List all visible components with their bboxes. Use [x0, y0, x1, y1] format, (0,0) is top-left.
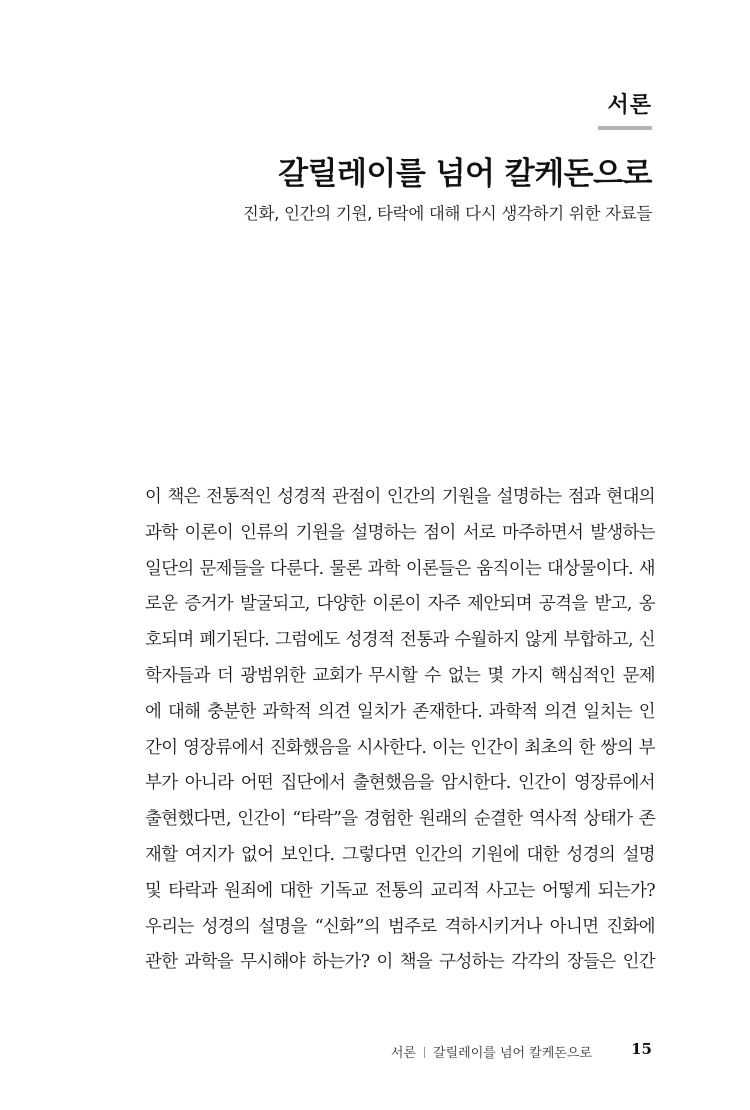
body-line: 부가 아니라 어떤 집단에서 출현했음을 암시한다. 인간이 영장류에서 [145, 773, 655, 794]
body-line: 에 대해 충분한 과학적 의견 일치가 존재한다. 과학적 의견 일치는 인 [145, 701, 655, 722]
page-number: 15 [631, 1040, 652, 1058]
footer-section: 서론 [390, 1046, 417, 1061]
page-footer [0, 1040, 750, 1064]
running-footer [391, 1042, 592, 1061]
footer-title: 갈릴레이를 넘어 칼케돈으로 [433, 1046, 592, 1061]
body-line: 이 책은 전통적인 성경적 관점이 인간의 기원을 설명하는 점과 현대의 [145, 487, 655, 507]
body-line: 학자들과 더 광범위한 교회가 무시할 수 없는 몇 가지 핵심적인 문제 [145, 665, 655, 686]
body-line: 출현했다면, 인간이 “타락”을 경험한 원래의 순결한 역사적 상태가 존 [145, 809, 655, 830]
body-line: 간이 영장류에서 진화했음을 시사한다. 이는 인간이 최초의 한 쌍의 부 [145, 737, 655, 758]
body-line: 로운 증거가 발굴되고, 다양한 이론이 자주 제안되며 공격을 받고, 옹 [145, 594, 655, 615]
section-label: 서론 [607, 93, 652, 118]
footer-divider [424, 1047, 425, 1058]
body-line: 관한 과학을 무시해야 하는가? 이 책을 구성하는 각각의 장들은 인간 [145, 952, 655, 973]
body-line: 및 타락과 원죄에 대한 기독교 전통의 교리적 사고는 어떻게 되는가? [145, 880, 655, 901]
body-line: 우리는 성경의 설명을 “신화”의 범주로 격하시키거나 아니면 진화에 [145, 916, 655, 937]
section-underline [598, 126, 652, 130]
chapter-subtitle: 진화, 인간의 기원, 타락에 대해 다시 생각하기 위한 자료들 [242, 204, 652, 223]
chapter-title: 갈릴레이를 넘어 칼케돈으로 [278, 156, 652, 192]
body-paragraph [145, 480, 655, 981]
body-line: 호되며 폐기된다. 그럼에도 성경적 전통과 수월하지 않게 부합하고, 신 [145, 630, 655, 651]
body-line: 일단의 문제들을 다룬다. 물론 과학 이론들은 움직이는 대상물이다. 새 [145, 558, 655, 579]
body-line: 과학 이론이 인류의 기원을 설명하는 점이 서로 마주하면서 발생하는 [145, 522, 655, 543]
body-line: 재할 여지가 없어 보인다. 그렇다면 인간의 기원에 대한 성경의 설명 [145, 844, 655, 865]
